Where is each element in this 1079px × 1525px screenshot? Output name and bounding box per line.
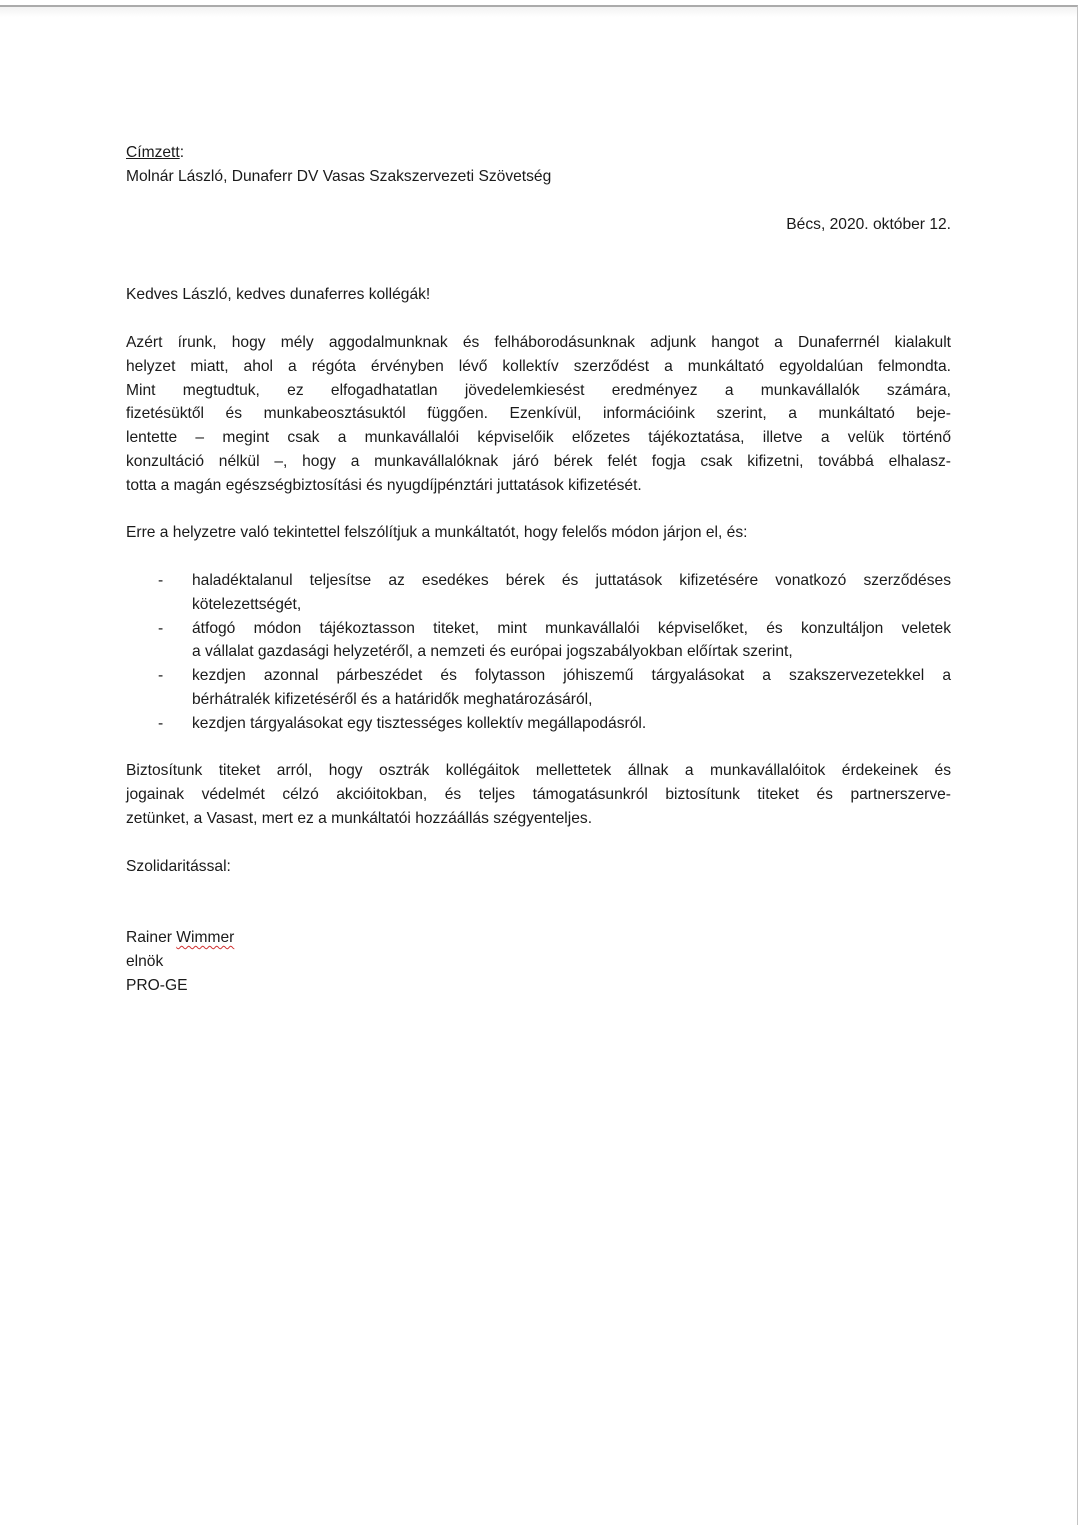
recipient-label-colon: : (179, 144, 185, 161)
demand-line: a vállalat gazdasági helyzetéről, a nemzeti és európai jogszabályokban előírtak szerint, (192, 643, 793, 661)
demand-line: kezdjen azonnal párbeszédet és folytasson jóhiszemű tárgyalásokat a szakszervezetekkel a (192, 667, 951, 685)
demand-item (126, 569, 951, 617)
demand-line: kötelezettségét, (192, 595, 302, 613)
demand-line: kezdjen tárgyalásokat egy tisztességes kollektív megállapodásról. (192, 714, 647, 732)
place-date: Bécs, 2020. október 12. (786, 215, 951, 233)
bullet-dash: - (158, 571, 164, 589)
paragraph-line: fizetésüktől és munkabeosztásuktól függően. Ezenkívül, információink szerint, a munkáltató beje- (126, 405, 951, 423)
bullet-dash: - (158, 714, 164, 732)
recipient: Molnár László, Dunaferr DV Vasas Szakszervezeti Szövetség (126, 167, 552, 185)
paragraph-line: totta a magán egészségbiztosítási és nyugdíjpénztári juttatások kifizetését. (126, 476, 642, 494)
recipient-label: Címzett (126, 144, 180, 161)
signature-title: elnök (126, 952, 164, 970)
closing: Szolidaritással: (126, 857, 231, 875)
demand-line: átfogó módon tájékoztasson titeket, mint munkavállalói képviselőket, és konzultáljon veletek (192, 619, 951, 637)
paragraph-line: Azért írunk, hogy mély aggodalmunknak és felháborodásunknak adjunk hangot a Dunaferrnél kialakult (126, 333, 951, 351)
paragraph-3 (126, 759, 951, 830)
salutation: Kedves László, kedves dunaferres kollégák! (126, 286, 431, 304)
demand-item (126, 617, 951, 665)
signature-organization: PRO-GE (126, 976, 188, 994)
paragraph-line: lentette – megint csak a munkavállalói képviselőik előzetes tájékoztatása, illetve a velük történő (126, 429, 951, 447)
signature-last-name: Wimmer (176, 928, 235, 946)
demand-line: haladéktalanul teljesítse az esedékes bérek és juttatások kifizetésére vonatkozó szerződéses (192, 571, 951, 589)
paragraph-line: helyzet miatt, ahol a régóta érvényben lévő kollektív szerződést a munkáltató egyoldalúan felmondta. (126, 357, 951, 375)
bullet-dash: - (158, 667, 164, 685)
paragraph-line: jogainak védelmét célzó akcióitokban, és teljes támogatásunkról biztosítunk titeket és partnerszerve- (126, 786, 951, 804)
paragraph-1 (126, 331, 951, 498)
document-page (0, 5, 1078, 1525)
signature-name (126, 926, 951, 950)
recipient-label-line (126, 141, 951, 165)
letter-body (126, 141, 951, 997)
paragraph-line: Biztosítunk titeket arról, hogy osztrák kollégáitok mellettetek állnak a munkavállalóitok érdekeinek és (126, 762, 951, 780)
bullet-dash: - (158, 619, 164, 637)
paragraph-line: konzultáció nélkül –, hogy a munkavállalóknak járó bérek felét fogja csak kifizetni, továbbá elhalasz- (126, 452, 951, 470)
paragraph-2: Erre a helyzetre való tekintettel felszólítjuk a munkáltatót, hogy felelős módon járjon el, és: (126, 524, 748, 542)
signature-first-name: Rainer (126, 928, 172, 946)
demand-item (126, 664, 951, 712)
paragraph-line: Mint megtudtuk, ez elfogadhatatlan jövedelemkiesést eredményez a munkavállalók számára, (126, 381, 951, 399)
demand-item (126, 712, 951, 736)
paragraph-line: zetünket, a Vasast, mert ez a munkáltatói hozzáállás szégyenteljes. (126, 809, 593, 827)
demands-list (126, 569, 951, 736)
demand-line: bérhátralék kifizetéséről és a határidők meghatározásáról, (192, 690, 593, 708)
